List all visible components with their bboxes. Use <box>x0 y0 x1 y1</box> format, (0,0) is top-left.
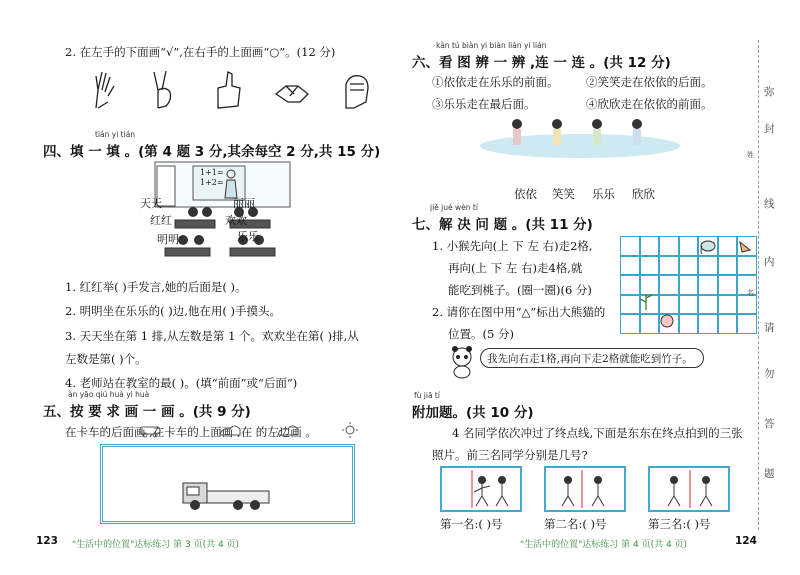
seal-char: 请 <box>764 322 775 334</box>
classroom-label-lili: 丽丽 <box>233 197 255 210</box>
elephant-icon <box>701 241 715 254</box>
seal-char: 线 <box>764 198 775 210</box>
s6-name-xiaoxiao: 笑笑 <box>552 187 575 201</box>
victory-hand-icon <box>154 71 171 108</box>
section7-pinyin: jiě jué wèn tí <box>430 203 478 212</box>
right-footer: "生活中的位置"达标练习 第 4 页(共 4 页) <box>520 540 688 550</box>
hands-row <box>90 68 400 112</box>
classroom-label-mingming: 明明 <box>157 233 179 246</box>
classroom-label-lele: 乐乐 <box>237 230 259 243</box>
runners-illustration <box>442 468 520 510</box>
left-footer: "生活中的位置"达标练习 第 3 页(共 4 页) <box>72 540 240 550</box>
left-page-number: 123 <box>36 535 58 547</box>
seal-name-label: 姓 <box>747 151 754 159</box>
runners-illustration <box>546 468 624 510</box>
fist-icon <box>346 76 368 108</box>
s7-q1-line2: 再向(上 下 左 右)走4格,就 <box>448 261 583 275</box>
photo-3 <box>648 466 730 512</box>
bonus-pinyin: fù jiā tí <box>414 391 440 400</box>
seal-char: 封 <box>764 123 775 135</box>
s6-name-xinxin: 欣欣 <box>632 187 655 201</box>
seal-char: 内 <box>764 256 775 268</box>
photo-2 <box>544 466 626 512</box>
section4-title: 四、填 一 填 。(第 4 题 3 分,其余每空 2 分,共 15 分) <box>43 144 381 160</box>
grid-items <box>620 236 757 334</box>
thumbs-up-icon <box>218 72 240 108</box>
seal-char: 勿 <box>764 368 775 380</box>
classroom-label-honghong: 红红 <box>150 214 172 227</box>
section5-pinyin: àn yāo qiú huà yi huà <box>68 390 150 399</box>
runners-illustration <box>650 468 728 510</box>
walking-kids-illustration <box>475 114 685 160</box>
section5-title: 五、按 要 求 画 一 画 。(共 9 分) <box>43 404 251 420</box>
raised-palm-icon <box>96 72 114 108</box>
s6-statement-4: ④欣欣走在依依的前面。 <box>586 97 713 111</box>
handshake-icon <box>276 86 308 102</box>
sun-icon <box>342 422 358 438</box>
board-line-2: 1+2= <box>200 178 224 187</box>
bonus-text-1: 4 名同学依次冲过了终点线,下面是东东在终点拍到的三张 <box>452 426 743 440</box>
s4-item-3-cont: 左数是第( )个。 <box>65 352 147 366</box>
s5-inline-icons <box>136 421 366 439</box>
drawing-frame <box>100 444 355 524</box>
classroom-label-tiantian: 天天 <box>140 197 162 210</box>
bamboo-icon <box>640 294 652 310</box>
truck-icon <box>103 447 352 521</box>
s6-name-lele: 乐乐 <box>592 187 615 201</box>
right-page-number: 124 <box>735 535 757 547</box>
carrot-icon <box>740 242 750 252</box>
q2-instruction: 2. 在左手的下面画“√”,在右手的上面画“○”。(12 分) <box>65 45 336 59</box>
s5-instruction: 在卡车的后面画 ,在卡车的上面画 ,在 的左边画 。 <box>65 425 317 439</box>
s7-q1-line1: 1. 小猴先向(上 下 左 右)走2格, <box>432 239 593 253</box>
s4-item-1: 1. 红红举( )手发言,她的后面是( )。 <box>65 280 247 294</box>
seal-name-label: 名 <box>747 289 754 297</box>
panda-speech-bubble <box>480 348 704 368</box>
answer-second: 第二名:( )号 <box>544 517 607 531</box>
car-icon <box>140 427 160 437</box>
section4-pinyin: tián yi tián <box>95 130 136 139</box>
s4-item-2: 2. 明明坐在乐乐的( )边,他在用( )手摸头。 <box>65 304 282 318</box>
bonus-text-2: 照片。前三名同学分别是几号? <box>432 448 588 462</box>
seal-char: 答 <box>764 418 775 430</box>
section7-title: 七、解 决 问 题 。(共 11 分) <box>412 217 593 233</box>
bonus-title: 附加题。(共 10 分) <box>412 405 534 421</box>
panda-icon <box>446 345 478 379</box>
answer-first: 第一名:( )号 <box>440 517 503 531</box>
s7-q1-line3: 能吃到桃子。(圈一圈)(6 分) <box>448 283 592 297</box>
s6-statement-1: ①依依走在乐乐的前面。 <box>432 75 559 89</box>
answer-third: 第三名:( )号 <box>648 517 711 531</box>
panda-speech-text: 我先向右走1格,再向下走2格就能吃到竹子。 <box>487 353 693 365</box>
cloud-icon <box>220 426 240 435</box>
s6-statement-3: ③乐乐走在最后面。 <box>432 97 536 111</box>
section6-pinyin: kàn tú biàn yi biàn lián yi lián <box>436 41 547 50</box>
peach-icon <box>661 315 673 327</box>
photo-1 <box>440 466 522 512</box>
s7-q2-line1: 2. 请你在图中用“△”标出大熊猫的 <box>432 305 606 319</box>
seal-char: 题 <box>764 468 775 480</box>
seal-margin <box>758 40 785 530</box>
s7-q2-line2: 位置。(5 分) <box>448 327 514 341</box>
s6-statement-2: ②笑笑走在依依的后面。 <box>586 75 713 89</box>
board-line-1: 1+1= <box>200 168 224 177</box>
cloud-icon <box>278 426 298 435</box>
seal-char: 弥 <box>764 86 775 98</box>
s4-item-4: 4. 老师站在教室的最( )。(填“前面”或“后面”) <box>65 376 298 390</box>
s4-item-3: 3. 天天坐在第 1 排,从左数是第 1 个。欢欢坐在第( )排,从 <box>65 329 359 343</box>
classroom-label-huanhuan: 欢欢 <box>225 214 247 227</box>
s6-name-yiyi: 依依 <box>514 187 537 201</box>
section6-title: 六、看 图 辨 一 辨 ,连 一 连 。(共 12 分) <box>412 55 671 71</box>
